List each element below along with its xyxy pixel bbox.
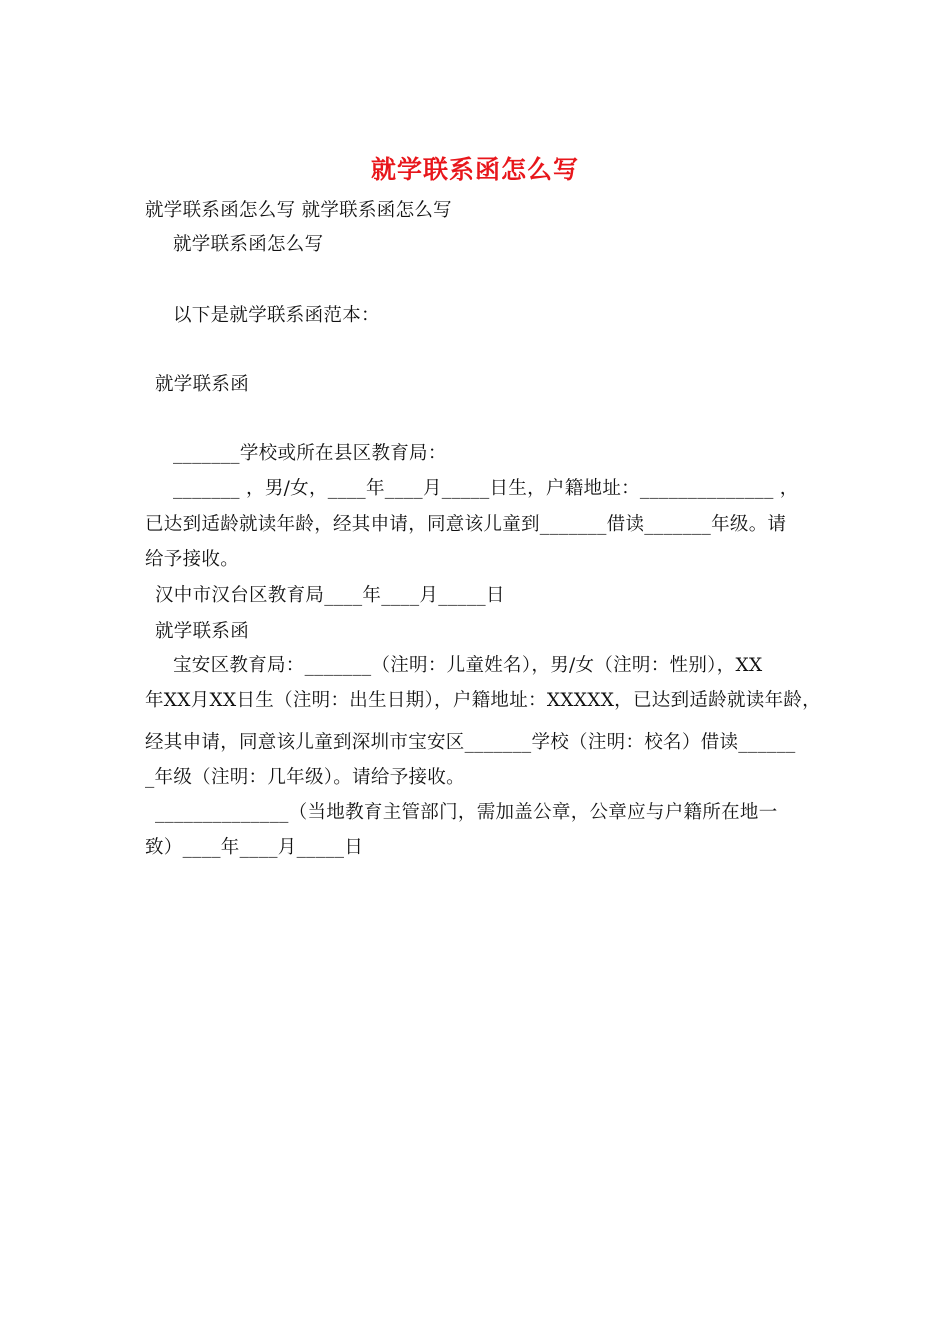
sample-intro-line: 以下是就学联系函范本： [173, 305, 380, 326]
letter-2-title: 就学联系函 [155, 621, 250, 642]
letter-1-body-line: _______ ，男/女，____年____月_____日生，户籍地址：______________ ， [173, 478, 799, 499]
letter-1-title: 就学联系函 [155, 374, 250, 395]
letter-2-body-line: 经其申请，同意该儿童到深圳市宝安区_______学校（注明：校名）借读______ [145, 732, 796, 753]
letter-2-signature: ______________（当地教育主管部门，需加盖公章，公章应与户籍所在地一 [155, 802, 778, 823]
letter-1-body-line: 给予接收。 [145, 549, 240, 570]
document-title: 就学联系函怎么写 [370, 155, 579, 184]
intro-line: 就学联系函怎么写 就学联系函怎么写 [145, 200, 452, 221]
letter-2-date: 致）____年____月_____日 [145, 837, 364, 858]
letter-1-body-line: 已达到适龄就读年龄，经其申请，同意该儿童到_______借读_______年级。请 [145, 514, 787, 535]
letter-2-body-line: 年XX月XX日生（注明：出生日期），户籍地址：XXXXX，已达到适龄就读年龄， [145, 690, 821, 711]
heading-line: 就学联系函怎么写 [173, 234, 324, 255]
letter-1-signature: 汉中市汉台区教育局____年____月_____日 [155, 585, 505, 606]
letter-2-body-line: 宝安区教育局：_______（注明：儿童姓名），男/女（注明：性别），XX [173, 655, 763, 676]
letter-2-body-line: _年级（注明：几年级）。请给予接收。 [145, 767, 465, 788]
letter-1-recipient: _______学校或所在县区教育局： [173, 443, 447, 464]
